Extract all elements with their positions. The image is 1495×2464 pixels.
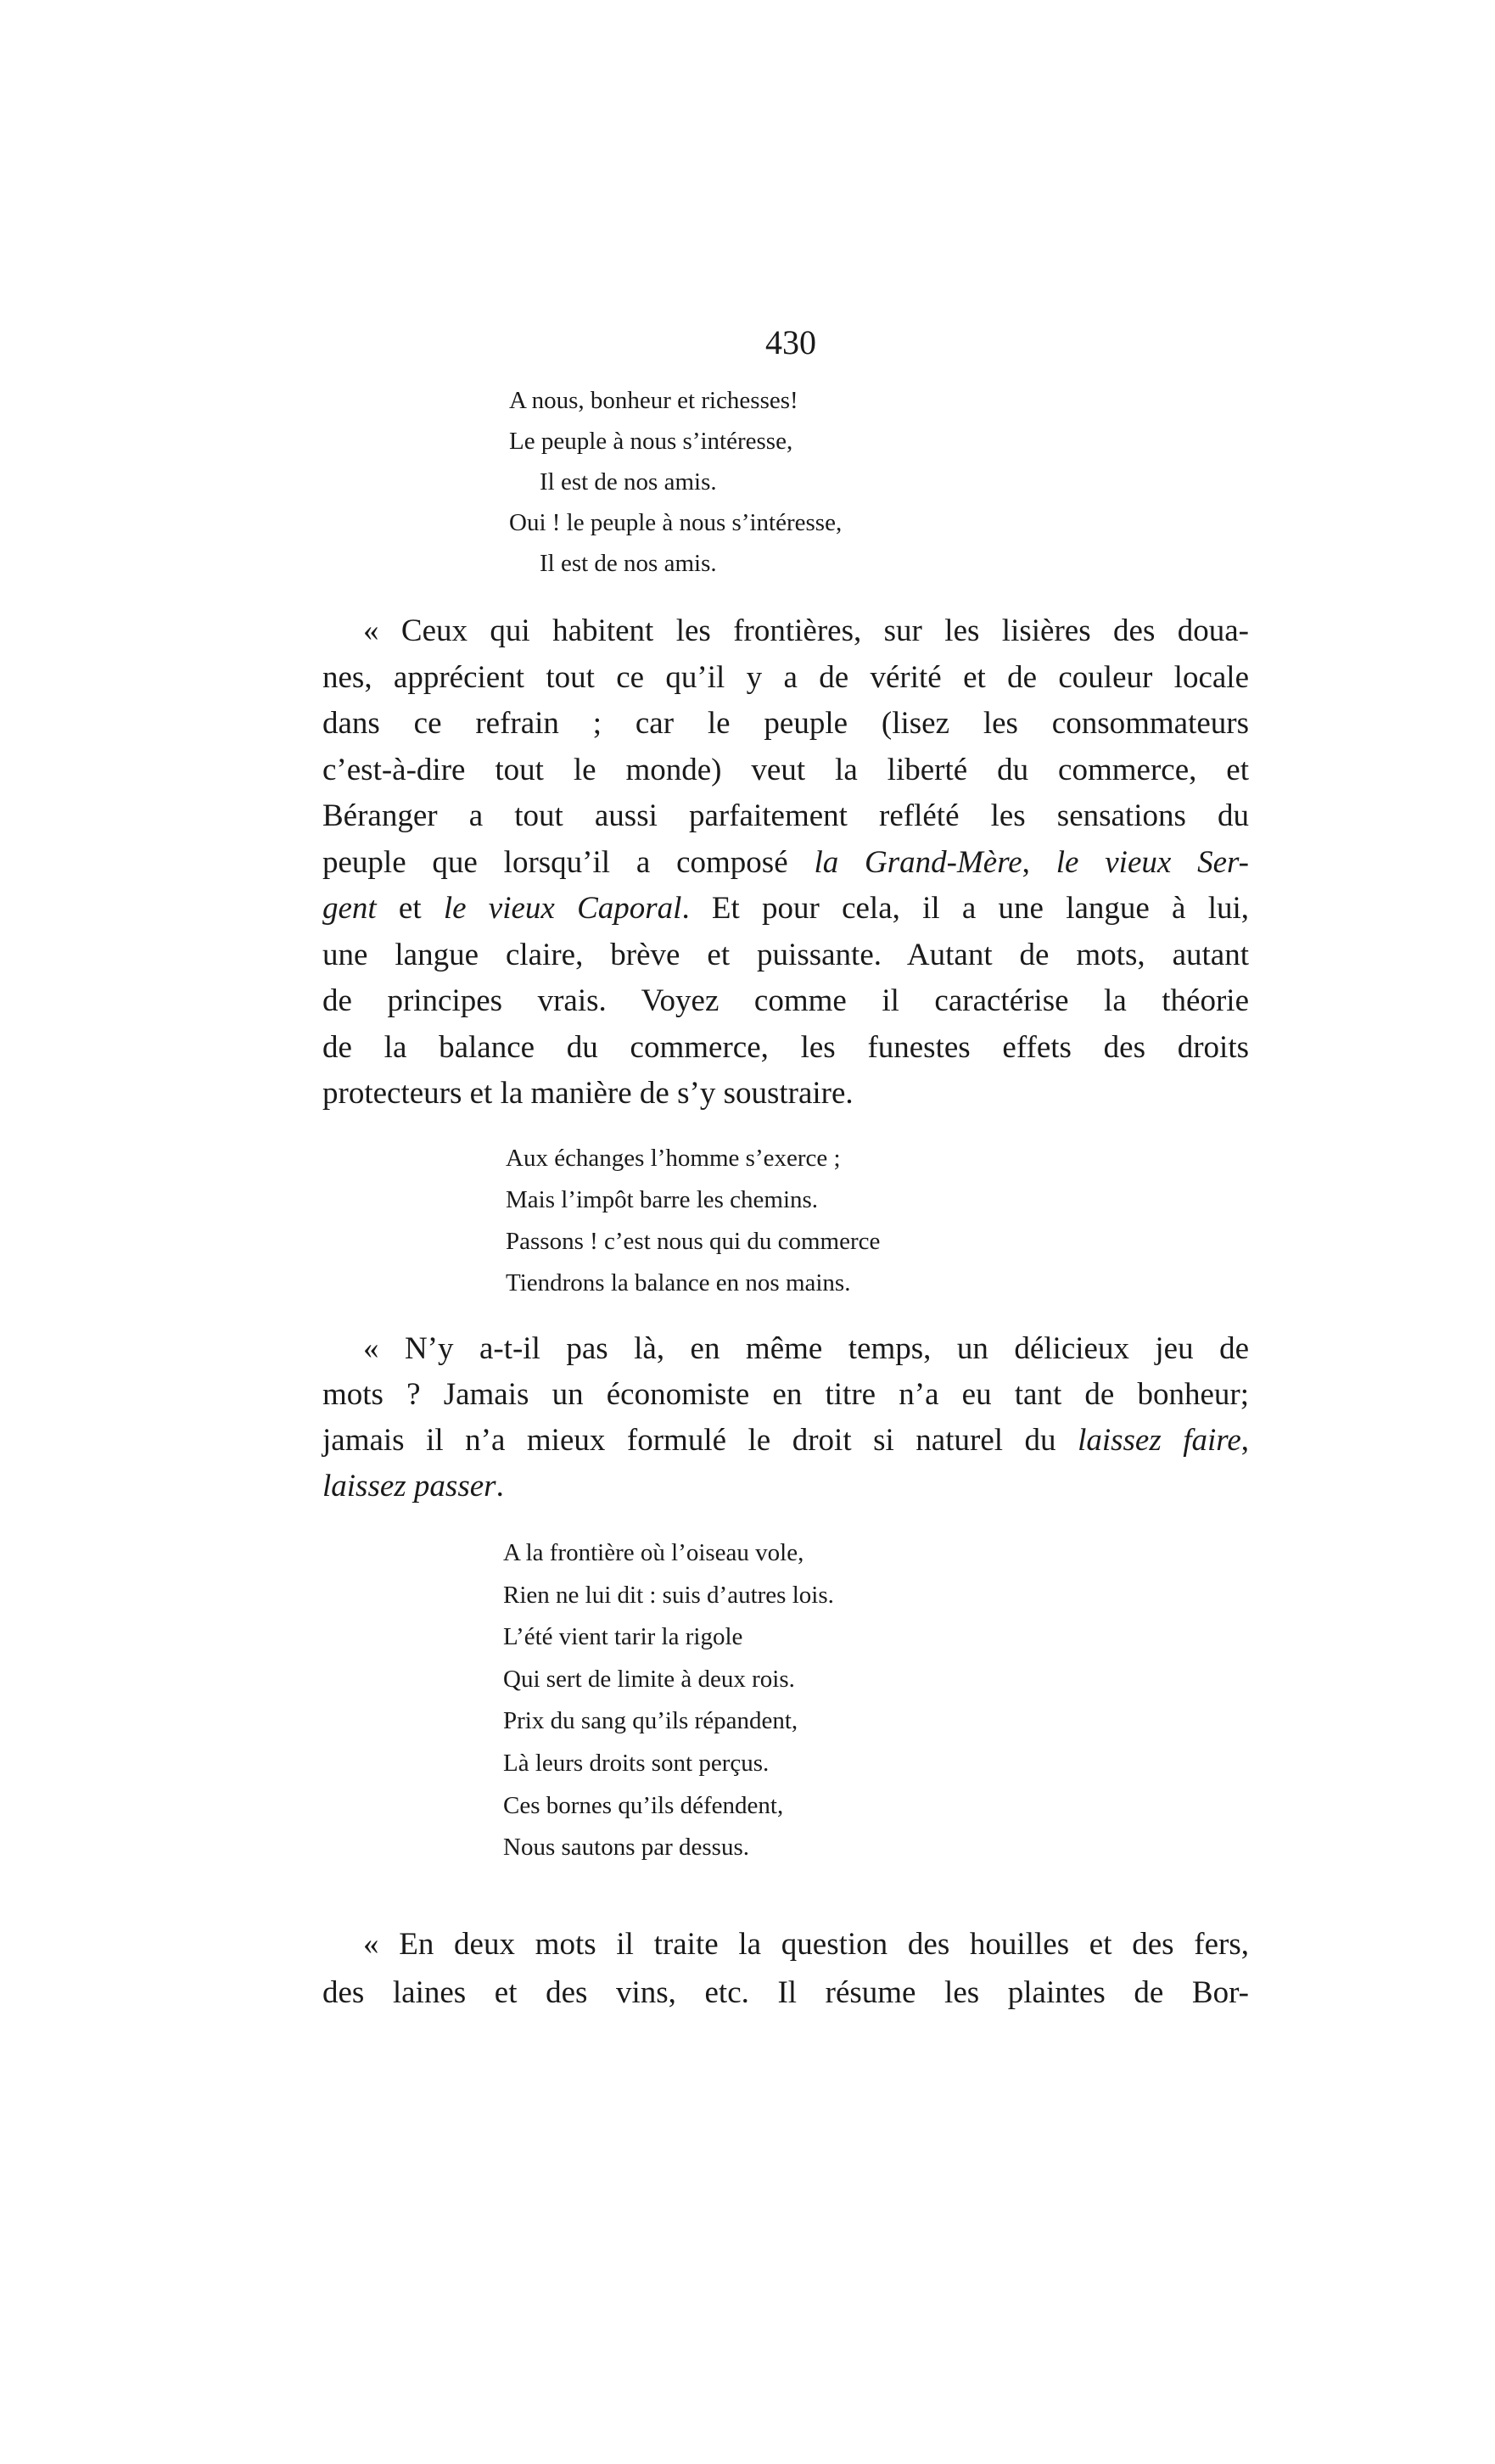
verse-block xyxy=(503,1532,834,1869)
verse-line: Le peuple à nous s’intéresse, xyxy=(509,428,793,455)
verse-line: Il est de nos amis. xyxy=(540,468,717,496)
verse-line: Prix du sang qu’ils répandent, xyxy=(503,1707,798,1735)
text-line xyxy=(322,1071,1249,1117)
text-run: de principes vrais. Voyez comme il caractérise la théorie xyxy=(322,983,1249,1018)
verse-block xyxy=(506,1138,880,1304)
paragraph xyxy=(322,1326,1249,1509)
verse-block xyxy=(509,380,842,584)
paragraph xyxy=(322,608,1249,1117)
text-line xyxy=(322,1326,1249,1372)
text-line xyxy=(322,978,1249,1025)
text-line xyxy=(322,793,1249,840)
text-line xyxy=(322,701,1249,748)
text-run: c’est-à-dire tout le monde) veut la liberté du commerce, et xyxy=(322,752,1249,787)
text-run: , xyxy=(1022,844,1056,880)
text-line xyxy=(322,886,1249,932)
text-run: nes, apprécient tout ce qu’il y a de vérité et de couleur locale xyxy=(322,659,1249,695)
text-line xyxy=(322,655,1249,702)
text-run: mots ? Jamais un économiste en titre n’a eu tant de bonheur; xyxy=(322,1377,1249,1412)
italic-title: la Grand-Mère xyxy=(814,844,1022,880)
verse-line: A nous, bonheur et richesses! xyxy=(509,387,798,414)
verse-line: Passons ! c’est nous qui du commerce xyxy=(506,1228,881,1255)
text-line xyxy=(322,1025,1249,1072)
verse-line: Qui sert de limite à deux rois. xyxy=(503,1665,795,1693)
text-run: dans ce refrain ; car le peuple (lisez les consommateurs xyxy=(322,706,1249,741)
verse-line: Il est de nos amis. xyxy=(540,550,717,577)
text-run: jamais il n’a mieux formulé le droit si naturel du xyxy=(322,1423,1078,1458)
verse-line: L’été vient tarir la rigole xyxy=(503,1623,743,1651)
text-line xyxy=(322,840,1249,887)
italic-title: le vieux Caporal xyxy=(443,891,682,926)
text-run: Béranger a tout aussi parfaitement reflété les sensations du xyxy=(322,798,1249,833)
paragraph xyxy=(322,1920,1249,2017)
verse-line: Nous sautons par dessus. xyxy=(503,1834,749,1862)
page-number: 430 xyxy=(765,323,816,361)
text-line xyxy=(322,1372,1249,1418)
text-run: des laines et des vins, etc. Il résume les plaintes de Bor- xyxy=(322,1975,1249,2010)
text-line xyxy=(322,1968,1249,2017)
verse-line: A la frontière où l’oiseau vole, xyxy=(503,1539,804,1566)
text-line xyxy=(322,1920,1249,1968)
text-run: « Ceux qui habitent les frontières, sur les lisières des doua- xyxy=(363,613,1249,648)
text-run: , xyxy=(1240,1423,1250,1458)
verse-line: Ces bornes qu’ils défendent, xyxy=(503,1791,784,1819)
text-run: et xyxy=(376,891,444,926)
italic-title: laissez passer xyxy=(322,1469,496,1504)
text-line xyxy=(322,932,1249,979)
text-run: « En deux mots il traite la question des houilles et des fers, xyxy=(363,1927,1249,1962)
text-run: peuple que lorsqu’il a composé xyxy=(322,844,815,880)
verse-line: Oui ! le peuple à nous s’intéresse, xyxy=(509,509,843,536)
italic-title: gent xyxy=(322,891,377,926)
text-run: de la balance du commerce, les funestes effets des droits xyxy=(322,1029,1249,1065)
italic-title: le vieux Ser- xyxy=(1055,844,1250,880)
text-line xyxy=(322,748,1249,794)
verse-line: Tiendrons la balance en nos mains. xyxy=(506,1269,851,1296)
text-run: « N’y a-t-il pas là, en même temps, un délicieux jeu de xyxy=(363,1331,1249,1366)
text-run: protecteurs et la manière de s’y soustraire. xyxy=(322,1076,854,1111)
verse-line: Aux échanges l’homme s’exerce ; xyxy=(506,1145,841,1172)
italic-title: laissez faire xyxy=(1078,1423,1241,1458)
text-run: une langue claire, brève et puissante. Autant de mots, autant xyxy=(322,937,1249,972)
text-line xyxy=(322,1418,1249,1464)
verse-line: Là leurs droits sont perçus. xyxy=(503,1749,770,1777)
text-run: . Et pour cela, il a une langue à lui, xyxy=(681,891,1250,926)
verse-line: Rien ne lui dit : suis d’autres lois. xyxy=(503,1581,834,1609)
text-line xyxy=(322,608,1249,655)
text-line xyxy=(322,1464,1249,1509)
text-run: . xyxy=(496,1469,504,1504)
verse-line: Mais l’impôt barre les chemins. xyxy=(506,1186,819,1213)
